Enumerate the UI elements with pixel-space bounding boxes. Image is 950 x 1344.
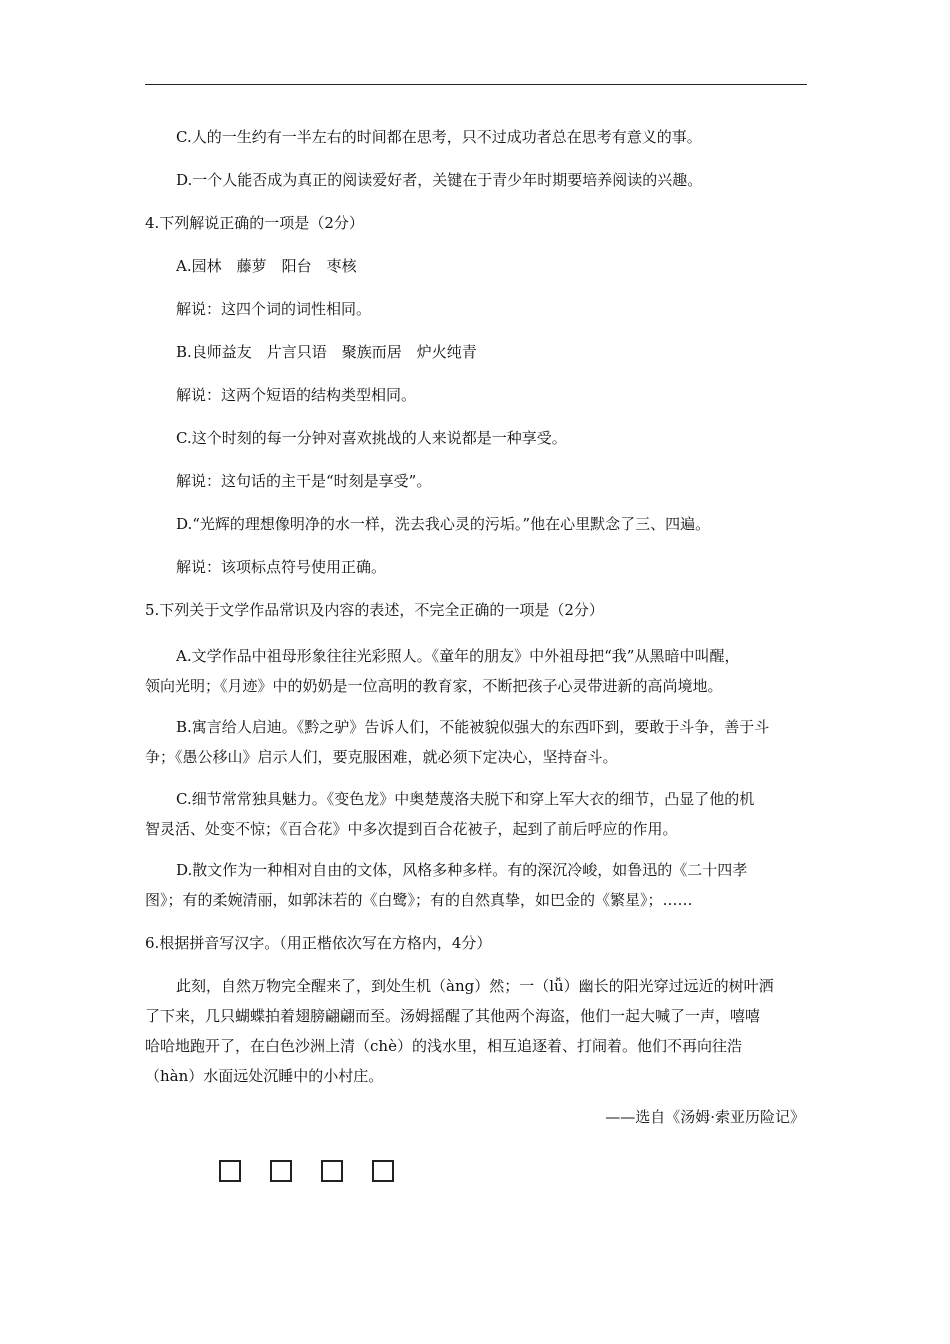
- q5-option-c-line2: 智灵活、处变不惊；《百合花》中多次提到百合花被子，起到了前后呼应的作用。: [145, 820, 678, 838]
- q4-option-b-explanation: 解说：这两个短语的结构类型相同。: [176, 386, 417, 404]
- passage-line-1: 此刻，自然万物完全醒来了，到处生机（àng）然；一（lǚ）幽长的阳光穿过远近的树叶洒: [176, 977, 774, 995]
- answer-box-3[interactable]: [321, 1160, 343, 1182]
- answer-box-4[interactable]: [372, 1160, 394, 1182]
- q4-option-d: D.“光辉的理想像明净的水一样，洗去我心灵的污垢。”他在心里默念了三、四遍。: [176, 515, 711, 533]
- q4-option-a: A.园林 藤萝 阳台 枣核: [176, 257, 357, 275]
- q5-option-c-line1: C.细节常常独具魅力。《变色龙》中奥楚蔑洛夫脱下和穿上军大衣的细节，凸显了他的机: [176, 790, 755, 808]
- answer-boxes: [219, 1160, 394, 1182]
- q4-option-b: B.良师益友 片言只语 聚族而居 炉火纯青: [176, 343, 477, 361]
- passage-line-3: 哈哈地跑开了，在白色沙洲上清（chè）的浅水里，相互追逐着、打闹着。他们不再向往浩: [145, 1037, 742, 1055]
- passage-line-2: 了下来，几只蝴蝶拍着翅膀翩翩而至。汤姆摇醒了其他两个海盗，他们一起大喊了一声，嘻嘻: [145, 1007, 761, 1025]
- question-6-stem: 6.根据拼音写汉字。（用正楷依次写在方格内，4分）: [145, 934, 492, 952]
- q3-option-d: D.一个人能否成为真正的阅读爱好者，关键在于青少年时期要培养阅读的兴趣。: [176, 171, 703, 189]
- q4-option-a-explanation: 解说：这四个词的词性相同。: [176, 300, 372, 318]
- header-rule: [145, 84, 807, 85]
- q5-option-d-line1: D.散文作为一种相对自由的文体，风格多种多样。有的深沉冷峻，如鲁迅的《二十四孝: [176, 861, 748, 879]
- q5-option-d-line2: 图》；有的柔婉清丽，如郭沫若的《白鹭》；有的自然真挚，如巴金的《繁星》；……: [145, 891, 693, 909]
- passage-line-4: （hàn）水面远处沉睡中的小村庄。: [145, 1067, 384, 1085]
- answer-box-1[interactable]: [219, 1160, 241, 1182]
- q4-option-d-explanation: 解说：该项标点符号使用正确。: [176, 558, 387, 576]
- q4-option-c-explanation: 解说：这句话的主干是“时刻是享受”。: [176, 472, 432, 490]
- q3-option-c: C.人的一生约有一半左右的时间都在思考，只不过成功者总在思考有意义的事。: [176, 128, 702, 146]
- q5-option-b-line2: 争；《愚公移山》启示人们，要克服困难，就必须下定决心，坚持奋斗。: [145, 748, 618, 766]
- q4-option-c: C.这个时刻的每一分钟对喜欢挑战的人来说都是一种享受。: [176, 429, 567, 447]
- passage-source: ——选自《汤姆·索亚历险记》: [605, 1108, 805, 1126]
- q5-option-b-line1: B.寓言给人启迪。《黔之驴》告诉人们，不能被貌似强大的东西吓到，要敢于斗争，善于斗: [176, 718, 770, 736]
- answer-box-2[interactable]: [270, 1160, 292, 1182]
- q5-option-a-line2: 领向光明；《月迹》中的奶奶是一位高明的教育家，不断把孩子心灵带进新的高尚境地。: [145, 677, 723, 695]
- question-4-stem: 4.下列解说正确的一项是（2分）: [145, 214, 364, 232]
- question-5-stem: 5.下列关于文学作品常识及内容的表述，不完全正确的一项是（2分）: [145, 601, 604, 619]
- q5-option-a-line1: A.文学作品中祖母形象往往光彩照人。《童年的朋友》中外祖母把“我”从黑暗中叫醒，: [176, 647, 740, 665]
